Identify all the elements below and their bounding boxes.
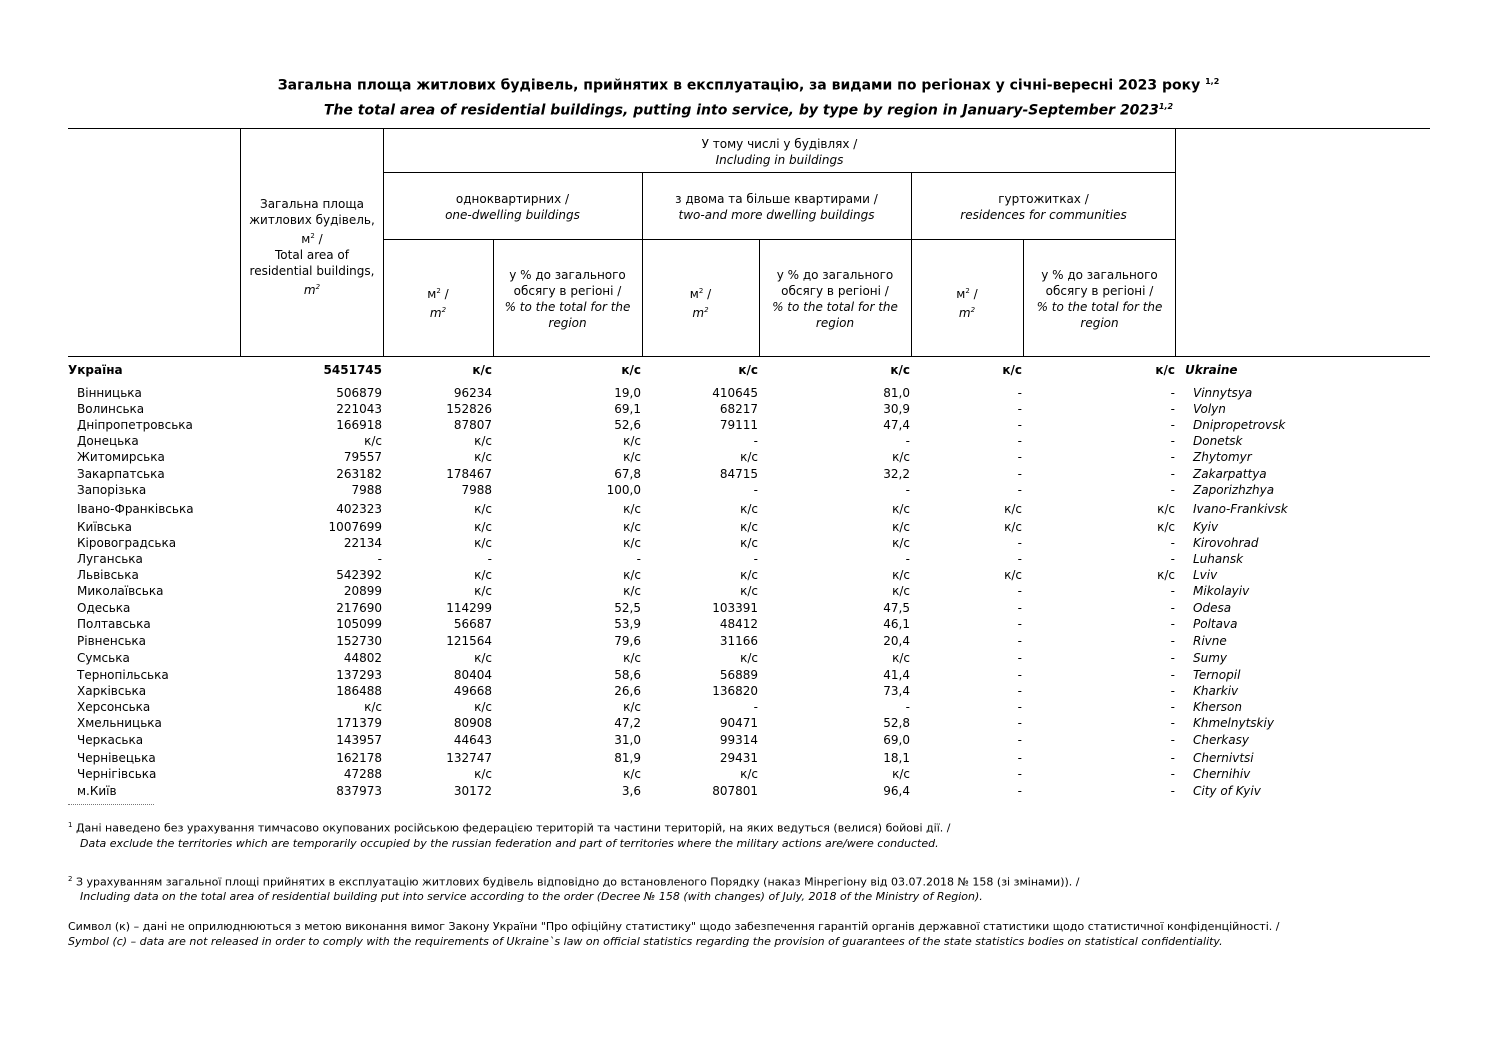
region-name-en: Zakarpattya xyxy=(1193,467,1267,481)
ukraine-res-m2: к/с xyxy=(1002,363,1022,377)
cell-total: 217690 xyxy=(336,601,382,615)
cell-one-pct: 52,6 xyxy=(614,418,641,432)
cell-two-m2: 31166 xyxy=(719,634,758,648)
cell-res-pct: - xyxy=(1170,584,1175,598)
cell-one-m2: к/с xyxy=(474,584,492,598)
region-name-en: Vinnytsya xyxy=(1193,386,1253,400)
cell-two-m2: к/с xyxy=(740,520,758,534)
region-name-ua: Запорізька xyxy=(77,483,147,497)
cell-res-m2: - xyxy=(1017,767,1022,781)
table-row xyxy=(0,683,1497,699)
cell-one-m2: к/с xyxy=(474,536,492,550)
cell-two-m2: - xyxy=(753,700,758,714)
header-pct-1: у % до загального обсягу в регіоні / % to the total for the region xyxy=(504,268,631,330)
cell-res-pct: к/с xyxy=(1157,520,1175,534)
cell-res-m2: - xyxy=(1017,601,1022,615)
table-row xyxy=(0,766,1497,782)
cell-two-pct: 69,0 xyxy=(883,733,910,747)
region-name-en: Zaporizhzhya xyxy=(1193,483,1275,497)
cell-two-m2: 48412 xyxy=(719,617,758,631)
cell-two-m2: - xyxy=(753,434,758,448)
cell-res-m2: к/с xyxy=(1004,502,1022,516)
region-name-ua: Луганська xyxy=(77,552,143,566)
cell-one-m2: 30172 xyxy=(453,784,492,798)
cell-two-pct: 20,4 xyxy=(883,634,910,648)
title-en: The total area of residential buildings, putting into service, by type by region in January-September 2023$^{1,2}$ xyxy=(323,101,1174,119)
cell-total: 47288 xyxy=(343,767,382,781)
cell-total: 105099 xyxy=(336,617,382,631)
cell-res-pct: - xyxy=(1170,386,1175,400)
region-name-en: Ternopil xyxy=(1193,668,1241,682)
cell-res-m2: - xyxy=(1017,700,1022,714)
cell-two-m2: 79111 xyxy=(719,418,758,432)
ukraine-one-m2: к/с xyxy=(472,363,492,377)
cell-res-pct: - xyxy=(1170,617,1175,631)
header-unit-1: $м^2$ / $m^2$ xyxy=(427,287,449,320)
cell-res-pct: - xyxy=(1170,751,1175,765)
region-name-ua: Вінницька xyxy=(77,386,142,400)
ukraine-two-m2: к/с xyxy=(738,363,758,377)
cell-one-m2: 121564 xyxy=(446,634,492,648)
cell-res-pct: - xyxy=(1170,784,1175,798)
cell-two-pct: к/с xyxy=(892,584,910,598)
region-name-ua: Львівська xyxy=(77,568,139,582)
cell-res-m2: к/с xyxy=(1004,568,1022,582)
cell-res-m2: - xyxy=(1017,584,1022,598)
cell-one-pct: 26,6 xyxy=(614,684,641,698)
cell-two-pct: 32,2 xyxy=(883,467,910,481)
cell-two-m2: к/с xyxy=(740,568,758,582)
cell-one-m2: 80404 xyxy=(453,668,492,682)
region-name-ua: Івано-Франківська xyxy=(77,502,194,516)
table-row xyxy=(0,667,1497,683)
cell-total: к/с xyxy=(364,700,382,714)
cell-one-m2: 7988 xyxy=(461,483,492,497)
cell-one-m2: к/с xyxy=(474,520,492,534)
table-row xyxy=(0,732,1497,748)
table-title xyxy=(0,72,1497,121)
cell-two-pct: к/с xyxy=(892,651,910,665)
table-row xyxy=(0,466,1497,482)
cell-one-pct: 81,9 xyxy=(614,751,641,765)
cell-two-m2: к/с xyxy=(740,536,758,550)
cell-res-pct: - xyxy=(1170,716,1175,730)
cell-two-pct: - xyxy=(905,552,910,566)
cell-total: 506879 xyxy=(336,386,382,400)
footnote-2-ua: $^2$ З урахуванням загальної площі прийнятих в експлуатацію житлових будівель відповідно до встановленого Порядку (наказ Мінрегіону від 03.07.2018 № 158 (зі змінами)). / xyxy=(68,874,1080,889)
cell-two-m2: к/с xyxy=(740,651,758,665)
cell-one-pct: к/с xyxy=(623,767,641,781)
cell-two-m2: - xyxy=(753,483,758,497)
region-name-en: Chernivtsi xyxy=(1193,751,1254,765)
ukraine-label-en: Ukraine xyxy=(1185,363,1238,377)
cell-res-pct: к/с xyxy=(1157,568,1175,582)
region-name-en: Volyn xyxy=(1193,402,1226,416)
cell-res-pct: - xyxy=(1170,684,1175,698)
cell-two-m2: 90471 xyxy=(719,716,758,730)
cell-res-pct: - xyxy=(1170,467,1175,481)
cell-res-m2: - xyxy=(1017,733,1022,747)
cell-res-pct: - xyxy=(1170,651,1175,665)
cell-res-pct: - xyxy=(1170,601,1175,615)
cell-two-pct: 52,8 xyxy=(883,716,910,730)
cell-res-m2: - xyxy=(1017,418,1022,432)
cell-one-pct: 3,6 xyxy=(621,784,641,798)
cell-one-m2: к/с xyxy=(474,434,492,448)
ukraine-label-ua: Україна xyxy=(68,363,123,377)
cell-one-pct: к/с xyxy=(623,434,641,448)
symbol-note-ua: Символ (к) – дані не оприлюднюються з метою виконання вимог Закону України "Про офіційну статистику" щодо забезпечення гарантій органів державної статистики щодо статистичної конфіденційності. / xyxy=(68,920,1280,934)
table-row xyxy=(0,401,1497,417)
cell-two-m2: 84715 xyxy=(719,467,758,481)
cell-one-pct: 100,0 xyxy=(606,483,641,497)
cell-one-m2: 152826 xyxy=(446,402,492,416)
table-row xyxy=(0,699,1497,715)
cell-two-pct: к/с xyxy=(892,450,910,464)
cell-total: 22134 xyxy=(343,536,382,550)
cell-two-pct: к/с xyxy=(892,767,910,781)
cell-two-pct: 46,1 xyxy=(883,617,910,631)
cell-total: 221043 xyxy=(336,402,382,416)
cell-two-pct: 73,4 xyxy=(883,684,910,698)
cell-res-pct: - xyxy=(1170,434,1175,448)
ukraine-total: 5451745 xyxy=(323,363,382,377)
cell-one-pct: 58,6 xyxy=(614,668,641,682)
cell-one-m2: 132747 xyxy=(446,751,492,765)
region-name-en: Khmelnytskiy xyxy=(1193,716,1274,730)
cell-res-pct: - xyxy=(1170,767,1175,781)
cell-one-m2: к/с xyxy=(474,651,492,665)
region-name-en: Mikolayiv xyxy=(1193,584,1250,598)
cell-one-pct: 52,5 xyxy=(614,601,641,615)
cell-res-m2: - xyxy=(1017,651,1022,665)
table-row xyxy=(0,501,1497,517)
cell-total: 171379 xyxy=(336,716,382,730)
symbol-note-en: Symbol (c) – data are not released in order to comply with the requirements of Ukraine`s law on official statistics regarding the provision of guarantees of the state statistics bodies on statistical confidentiality. xyxy=(68,935,1223,949)
groups-rule xyxy=(383,239,1176,240)
footnotes xyxy=(68,818,1448,949)
cell-one-m2: - xyxy=(487,552,492,566)
cell-one-pct: к/с xyxy=(623,584,641,598)
cell-two-m2: 103391 xyxy=(712,601,758,615)
cell-two-m2: 410645 xyxy=(712,386,758,400)
cell-one-pct: к/с xyxy=(623,502,641,516)
cell-total: 44802 xyxy=(343,651,382,665)
region-name-en: Cherkasy xyxy=(1193,733,1249,747)
cell-total: 162178 xyxy=(336,751,382,765)
header-pct-2: у % до загального обсягу в регіоні / % to the total for the region xyxy=(772,268,898,330)
cell-res-m2: к/с xyxy=(1004,520,1022,534)
cell-one-m2: 56687 xyxy=(453,617,492,631)
cell-total: 402323 xyxy=(336,502,382,516)
cell-two-m2: 99314 xyxy=(719,733,758,747)
cell-two-m2: 56889 xyxy=(719,668,758,682)
cell-two-pct: 18,1 xyxy=(883,751,910,765)
header-unit-2: $м^2$ / $m^2$ xyxy=(689,287,712,320)
cell-two-pct: 47,4 xyxy=(883,418,910,432)
cell-one-pct: к/с xyxy=(623,520,641,534)
footnote-1-ua: $^1$ Дані наведено без урахування тимчасово окупованих російською федерацією територій та частини територій, на яких ведуться (велися) бойові дії. / xyxy=(68,821,951,835)
cell-res-m2: - xyxy=(1017,467,1022,481)
header-pct-3: у % до загального обсягу в регіоні / % to the total for the region xyxy=(1036,268,1163,330)
region-name-ua: Донецька xyxy=(77,434,139,448)
table-row xyxy=(0,783,1497,799)
cell-res-pct: - xyxy=(1170,450,1175,464)
cell-total: 143957 xyxy=(336,733,382,747)
region-name-ua: Черкаська xyxy=(77,733,144,747)
cell-total: 186488 xyxy=(336,684,382,698)
cell-total: 79557 xyxy=(343,450,382,464)
header-top-rule xyxy=(68,128,1430,129)
cell-total: 837973 xyxy=(336,784,382,798)
cell-res-m2: - xyxy=(1017,483,1022,497)
cell-two-pct: 81,0 xyxy=(883,386,910,400)
region-name-ua: Сумська xyxy=(77,651,130,665)
table-row xyxy=(0,583,1497,599)
header-total-area: Загальна площа житлових будівель, $м^2$ / Total area of residential buildings, $m^2$ xyxy=(249,197,375,297)
cell-two-m2: 29431 xyxy=(719,751,758,765)
cell-res-pct: к/с xyxy=(1157,502,1175,516)
region-name-en: Kherson xyxy=(1193,700,1242,714)
cell-res-m2: - xyxy=(1017,684,1022,698)
region-name-en: Lviv xyxy=(1193,568,1218,582)
cell-two-m2: к/с xyxy=(740,502,758,516)
cell-one-m2: 87807 xyxy=(453,418,492,432)
table-row xyxy=(0,650,1497,666)
region-name-en: Kyiv xyxy=(1193,520,1219,534)
header-bottom-rule xyxy=(68,356,1430,357)
table-row xyxy=(0,616,1497,632)
region-name-ua: Закарпатська xyxy=(77,467,165,481)
ukraine-total-row xyxy=(0,362,1497,380)
footnote-1-en: Data exclude the territories which are temporarily occupied by the russian federation and part of territories where the military actions are/were conducted. xyxy=(80,836,939,850)
cell-res-pct: - xyxy=(1170,634,1175,648)
header-group-residences: гуртожитках / residences for communities xyxy=(960,192,1127,222)
region-name-en: Poltava xyxy=(1193,617,1238,631)
region-name-en: Kharkiv xyxy=(1193,684,1239,698)
cell-total: 20899 xyxy=(343,584,382,598)
cell-one-m2: к/с xyxy=(474,767,492,781)
region-name-ua: Дніпропетровська xyxy=(77,418,193,432)
header-including: У тому числі у будівлях / Including in buildings xyxy=(701,137,858,167)
region-name-ua: Херсонська xyxy=(77,700,151,714)
table-row xyxy=(0,449,1497,465)
region-name-en: Sumy xyxy=(1193,651,1228,665)
cell-total: 7988 xyxy=(351,483,382,497)
cell-res-m2: - xyxy=(1017,617,1022,631)
cell-res-m2: - xyxy=(1017,751,1022,765)
table-row xyxy=(0,600,1497,616)
including-rule xyxy=(383,172,1176,173)
region-name-en: Chernihiv xyxy=(1193,767,1251,781)
region-name-ua: Одеська xyxy=(77,601,131,615)
cell-one-pct: 31,0 xyxy=(614,733,641,747)
table-row xyxy=(0,482,1497,498)
cell-one-m2: 178467 xyxy=(446,467,492,481)
region-name-en: Donetsk xyxy=(1193,434,1243,448)
cell-total: 542392 xyxy=(336,568,382,582)
region-name-ua: Рівненська xyxy=(77,634,146,648)
cell-one-pct: 53,9 xyxy=(614,617,641,631)
cell-two-pct: к/с xyxy=(892,568,910,582)
cell-one-pct: 69,1 xyxy=(614,402,641,416)
header-group-two-more: з двома та більше квартирами / two-and more dwelling buildings xyxy=(675,192,878,222)
cell-total: 263182 xyxy=(336,467,382,481)
cell-res-pct: - xyxy=(1170,536,1175,550)
cell-one-m2: 49668 xyxy=(453,684,492,698)
cell-total: - xyxy=(377,552,382,566)
cell-one-pct: 67,8 xyxy=(614,467,641,481)
region-name-ua: Волинська xyxy=(77,402,145,416)
cell-total: 1007699 xyxy=(328,520,382,534)
table-row xyxy=(0,551,1497,567)
ukraine-two-pct: к/с xyxy=(890,363,910,377)
cell-res-pct: - xyxy=(1170,418,1175,432)
region-name-en: Luhansk xyxy=(1193,552,1244,566)
cell-two-m2: к/с xyxy=(740,767,758,781)
cell-two-m2: 136820 xyxy=(712,684,758,698)
region-name-ua: Харківська xyxy=(77,684,147,698)
cell-one-pct: 47,2 xyxy=(614,716,641,730)
cell-two-pct: - xyxy=(905,700,910,714)
region-name-ua: Тернопільська xyxy=(77,668,169,682)
cell-two-m2: 807801 xyxy=(712,784,758,798)
footnote-2-en: Including data on the total area of residential building put into service according to the order (Decree № 158 (with changes) of July, 2018 of the Ministry of Region). xyxy=(80,890,983,904)
title-ua: Загальна площа житлових будівель, прийнятих в експлуатацію, за видами по регіонах у січні-вересні 2023 року $^{1,2}$ xyxy=(277,77,1220,94)
region-name-ua: Миколаївська xyxy=(77,584,164,598)
cell-one-pct: к/с xyxy=(623,568,641,582)
cell-one-pct: к/с xyxy=(623,536,641,550)
ukraine-res-pct: к/с xyxy=(1155,363,1175,377)
region-name-ua: Житомирська xyxy=(77,450,165,464)
cell-two-m2: - xyxy=(753,552,758,566)
table-row xyxy=(0,417,1497,433)
cell-two-m2: к/с xyxy=(740,584,758,598)
cell-res-m2: - xyxy=(1017,634,1022,648)
cell-one-pct: - xyxy=(636,552,641,566)
cell-one-pct: к/с xyxy=(623,450,641,464)
cell-two-m2: 68217 xyxy=(719,402,758,416)
region-name-en: Dnipropetrovsk xyxy=(1193,418,1286,432)
cell-res-m2: - xyxy=(1017,386,1022,400)
region-name-en: Zhytomyr xyxy=(1193,450,1252,464)
cell-one-pct: 79,6 xyxy=(614,634,641,648)
cell-one-m2: к/с xyxy=(474,700,492,714)
region-name-ua: Чернівецька xyxy=(77,751,156,765)
region-name-ua: Чернігівська xyxy=(77,767,157,781)
ukraine-one-pct: к/с xyxy=(621,363,641,377)
region-name-ua: Полтавська xyxy=(77,617,151,631)
cell-two-pct: - xyxy=(905,483,910,497)
cell-two-pct: к/с xyxy=(892,520,910,534)
region-name-en: Ivano-Frankivsk xyxy=(1193,502,1288,516)
cell-res-m2: - xyxy=(1017,450,1022,464)
footnote-separator xyxy=(68,804,154,805)
cell-total: 137293 xyxy=(336,668,382,682)
table-row xyxy=(0,633,1497,649)
cell-res-pct: - xyxy=(1170,552,1175,566)
cell-two-pct: 47,5 xyxy=(883,601,910,615)
cell-two-m2: к/с xyxy=(740,450,758,464)
header-unit-3: $м^2$ / $m^2$ xyxy=(956,287,978,320)
cell-one-m2: к/с xyxy=(474,502,492,516)
table-row xyxy=(0,535,1497,551)
table-row xyxy=(0,385,1497,401)
cell-two-pct: 30,9 xyxy=(883,402,910,416)
cell-res-m2: - xyxy=(1017,552,1022,566)
cell-res-m2: - xyxy=(1017,402,1022,416)
cell-res-pct: - xyxy=(1170,402,1175,416)
cell-one-m2: 80908 xyxy=(453,716,492,730)
cell-total: 152730 xyxy=(336,634,382,648)
cell-res-pct: - xyxy=(1170,700,1175,714)
cell-one-m2: 44643 xyxy=(453,733,492,747)
region-name-ua: Хмельницька xyxy=(77,716,162,730)
cell-one-m2: к/с xyxy=(474,450,492,464)
cell-res-pct: - xyxy=(1170,668,1175,682)
cell-total: 166918 xyxy=(336,418,382,432)
cell-res-m2: - xyxy=(1017,434,1022,448)
cell-two-pct: 96,4 xyxy=(883,784,910,798)
cell-res-m2: - xyxy=(1017,716,1022,730)
cell-two-pct: 41,4 xyxy=(883,668,910,682)
cell-one-pct: 19,0 xyxy=(614,386,641,400)
region-name-ua: м.Київ xyxy=(77,784,117,798)
cell-one-m2: к/с xyxy=(474,568,492,582)
cell-res-pct: - xyxy=(1170,483,1175,497)
region-name-en: Rivne xyxy=(1193,634,1227,648)
region-name-en: Kirovohrad xyxy=(1193,536,1259,550)
cell-one-pct: к/с xyxy=(623,700,641,714)
cell-one-pct: к/с xyxy=(623,651,641,665)
cell-res-m2: - xyxy=(1017,784,1022,798)
table-row xyxy=(0,715,1497,731)
cell-two-pct: к/с xyxy=(892,502,910,516)
region-name-ua: Кіровоградська xyxy=(77,536,177,550)
region-name-en: Odesa xyxy=(1193,601,1232,615)
cell-res-pct: - xyxy=(1170,733,1175,747)
region-name-en: City of Kyiv xyxy=(1193,784,1261,798)
cell-total: к/с xyxy=(364,434,382,448)
region-name-ua: Київська xyxy=(77,520,132,534)
cell-one-m2: 114299 xyxy=(446,601,492,615)
cell-one-m2: 96234 xyxy=(453,386,492,400)
table-row xyxy=(0,519,1497,535)
cell-two-pct: к/с xyxy=(892,536,910,550)
table-row xyxy=(0,750,1497,766)
table-row xyxy=(0,567,1497,583)
table-row xyxy=(0,433,1497,449)
header-group-one-dwelling: одноквартирних / one-dwelling buildings xyxy=(445,192,580,222)
cell-res-m2: - xyxy=(1017,668,1022,682)
cell-res-m2: - xyxy=(1017,536,1022,550)
cell-two-pct: - xyxy=(905,434,910,448)
